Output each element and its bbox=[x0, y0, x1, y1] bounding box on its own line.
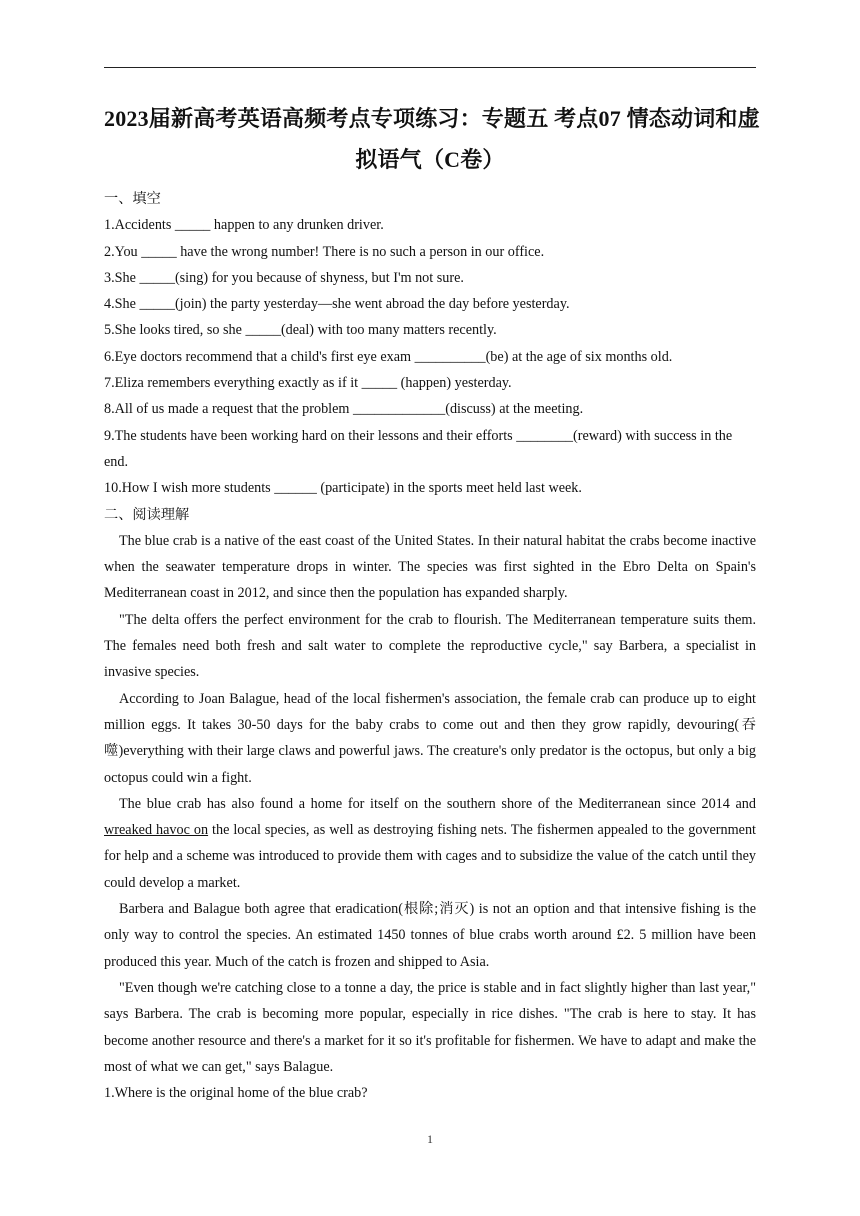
reading-paragraph-1: The blue crab is a native of the east coast of the United States. In their natural habitat the crabs become inactive when the seawater temperature drops in winter. The species was first sighted in the Ebro Delta on Spain's Mediterranean coast in 2012, and since then the population has expanded sharply. bbox=[104, 532, 756, 602]
reading-paragraph-4 bbox=[104, 791, 756, 896]
page-number: 1 bbox=[427, 1132, 433, 1146]
reading-paragraph-6: "Even though we're catching close to a tonne a day, the price is stable and in fact slightly higher than last year," says Barbera. The crab is becoming more popular, especially in rice dishes. "The crab is here to stay. It has become another resource and there's a market for it so it's profitable for fishermen. We have to adapt and make the most of what we can get," says Balague. bbox=[104, 979, 756, 1075]
header-rule bbox=[104, 67, 756, 68]
title-line-2: 拟语气（C卷） bbox=[355, 147, 505, 172]
question-item-3: 3.She _____(sing) for you because of shyness, but I'm not sure. bbox=[104, 269, 464, 286]
underlined-phrase: wreaked havoc on bbox=[104, 822, 209, 839]
reading-paragraph-2: "The delta offers the perfect environment for the crab to flourish. The Mediterranean temperature suits them. The females need both fresh and salt water to complete the reproductive cycle," say Barbera, a specialist in invasive species. bbox=[104, 611, 756, 681]
paragraph-4-text-end: the local species, as well as destroying fishing nets. The fishermen appealed to the government for help and a scheme was introduced to provide them with cages and to subsidize the value of the catch until they could develop a market. bbox=[104, 822, 756, 891]
question-item-6: 6.Eye doctors recommend that a child's first eye exam __________(be) at the age of six months old. bbox=[104, 348, 673, 365]
reading-question-1: 1.Where is the original home of the blue crab? bbox=[104, 1085, 368, 1102]
question-item-10: 10.How I wish more students ______ (participate) in the sports meet held last week. bbox=[104, 480, 582, 497]
paragraph-4-text-start: The blue crab has also found a home for itself on the southern shore of the Mediterranean since 2014 and bbox=[119, 795, 756, 812]
section-heading-fill-blank: 一、填空 bbox=[104, 191, 161, 207]
document-body bbox=[104, 186, 756, 1106]
question-item-5: 5.She looks tired, so she _____(deal) with too many matters recently. bbox=[104, 322, 497, 339]
question-item-7: 7.Eliza remembers everything exactly as if it _____ (happen) yesterday. bbox=[104, 375, 512, 392]
title-line-1: 2023届新高考英语高频考点专项练习：专题五 考点07 情态动词和虚 bbox=[104, 106, 760, 131]
question-item-8: 8.All of us made a request that the problem _____________(discuss) at the meeting. bbox=[104, 401, 584, 418]
reading-paragraph-5: Barbera and Balague both agree that eradication(根除;消灭) is not an option and that intensive fishing is the only way to control the species. An estimated 1450 tonnes of blue crabs worth around £2. 5 million have been produced this year. Much of the catch is frozen and shipped to Asia. bbox=[104, 901, 756, 970]
question-item-2: 2.You _____ have the wrong number! There is no such a person in our office. bbox=[104, 243, 545, 260]
reading-paragraph-3: According to Joan Balague, head of the local fishermen's association, the female crab can produce up to eight million eggs. It takes 30-50 days for the baby crabs to come out and then they grow rapidly, devouring(吞噬)everything with their large claws and powerful jaws. The creature's only predator is the octopus, but only a big octopus could win a fight. bbox=[104, 690, 756, 786]
question-item-1: 1.Accidents _____ happen to any drunken driver. bbox=[104, 217, 384, 234]
section-heading-reading: 二、阅读理解 bbox=[104, 506, 190, 523]
question-item-4: 4.She _____(join) the party yesterday—she went abroad the day before yesterday. bbox=[104, 296, 570, 313]
question-item-9: 9.The students have been working hard on their lessons and their efforts ________(reward) with success in the end. bbox=[104, 427, 733, 470]
document-title bbox=[104, 98, 760, 180]
